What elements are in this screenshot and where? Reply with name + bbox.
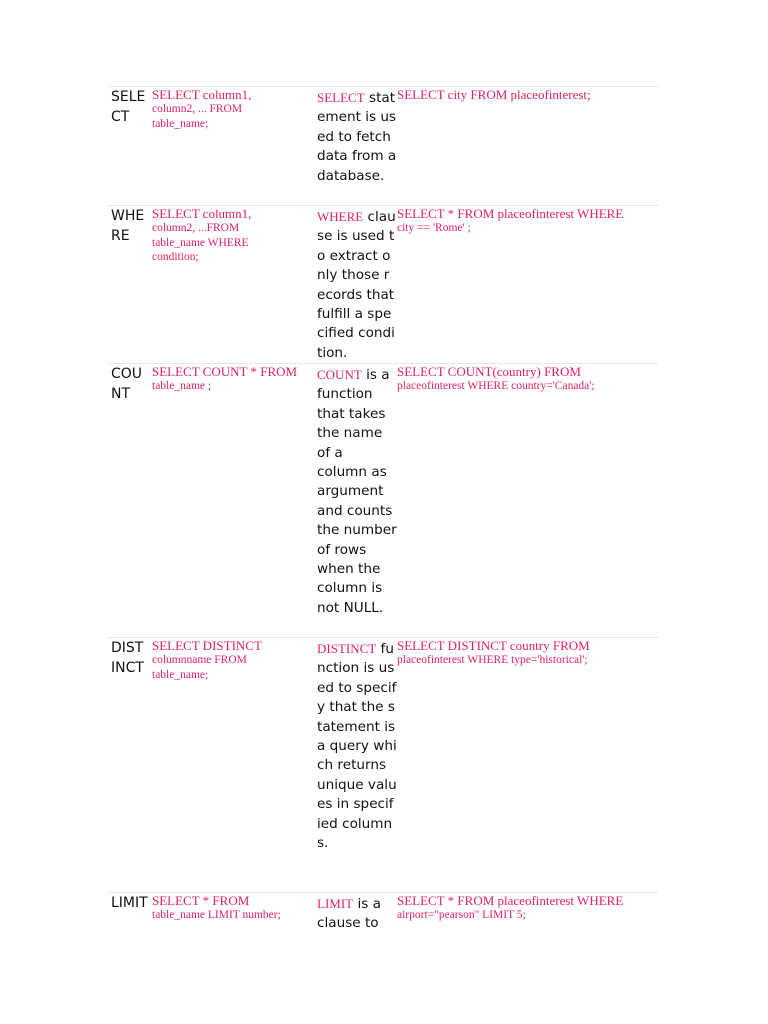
example-line: SELECT DISTINCT country FROM (397, 638, 590, 653)
example-cell (397, 365, 659, 394)
description-text: statement is used to fetch data from a database. (317, 90, 397, 184)
syntax-line: SELECT COUNT * FROM (152, 364, 298, 379)
syntax-line: condition; (152, 251, 199, 263)
command-cell: LIMIT (111, 895, 148, 911)
table-row-limit (108, 892, 658, 943)
syntax-line: column2, ... FROM (152, 103, 243, 115)
description-keyword: COUNT (317, 367, 362, 382)
description-keyword: SELECT (317, 90, 365, 105)
command-cell: COUNT (111, 366, 143, 402)
description-cell (317, 365, 397, 618)
syntax-line: table_name WHERE (152, 236, 249, 249)
example-line: placeofinterest WHERE type='historical'; (397, 654, 588, 666)
description-cell (317, 894, 397, 934)
example-line: SELECT COUNT(country) FROM (397, 364, 581, 379)
command-cell: WHERE (111, 208, 145, 244)
example-cell (397, 639, 659, 668)
description-keyword: WHERE (317, 209, 364, 224)
description-keyword: DISTINCT (317, 641, 377, 656)
description-text: function is used to specify that the statement is a query which returns unique values in specified columns. (317, 641, 397, 852)
syntax-line: table_name; (152, 117, 209, 130)
syntax-cell (152, 207, 310, 265)
example-line: SELECT * FROM placeofinterest WHERE (397, 206, 624, 221)
syntax-cell (152, 639, 310, 682)
syntax-line: SELECT column1, (152, 87, 252, 102)
example-cell (397, 207, 659, 236)
example-cell (397, 88, 659, 102)
table-row-distinct (108, 637, 658, 893)
syntax-line: SELECT * FROM (152, 893, 250, 908)
syntax-line: table_name; (152, 668, 209, 681)
syntax-line: table_name LIMIT number; (152, 909, 281, 921)
example-line: SELECT city FROM placeofinterest; (397, 87, 591, 102)
syntax-cell (152, 88, 310, 131)
description-keyword: LIMIT (317, 896, 354, 911)
description-text: is a function that takes the name of a column as argument and counts the number of rows when the column is not NULL. (317, 367, 397, 616)
command-cell: DISTINCT (111, 640, 144, 676)
table-row-count (108, 363, 658, 638)
example-line: placeofinterest WHERE country='Canada'; (397, 380, 595, 392)
example-line: SELECT * FROM placeofinterest WHERE (397, 893, 624, 908)
syntax-line: table_name ; (152, 380, 212, 392)
description-cell (317, 639, 397, 853)
syntax-cell (152, 365, 310, 394)
table-row-where (108, 205, 658, 364)
syntax-line: SELECT column1, (152, 206, 252, 221)
table-row-select (108, 86, 658, 206)
syntax-line: column2, ...FROM (152, 222, 240, 234)
description-text: clause is used to extract only those records that fulfill a specified condition. (317, 209, 396, 361)
command-cell: SELECT (111, 89, 146, 125)
syntax-line: SELECT DISTINCT (152, 638, 262, 653)
example-line: airport="pearson" LIMIT 5; (397, 909, 526, 921)
syntax-line: columnname FROM (152, 654, 247, 666)
syntax-cell (152, 894, 310, 923)
description-text: is a clause to (317, 896, 381, 932)
description-cell (317, 88, 397, 186)
description-cell (317, 207, 397, 363)
example-line: city == 'Rome' ; (397, 222, 471, 234)
example-cell (397, 894, 659, 923)
